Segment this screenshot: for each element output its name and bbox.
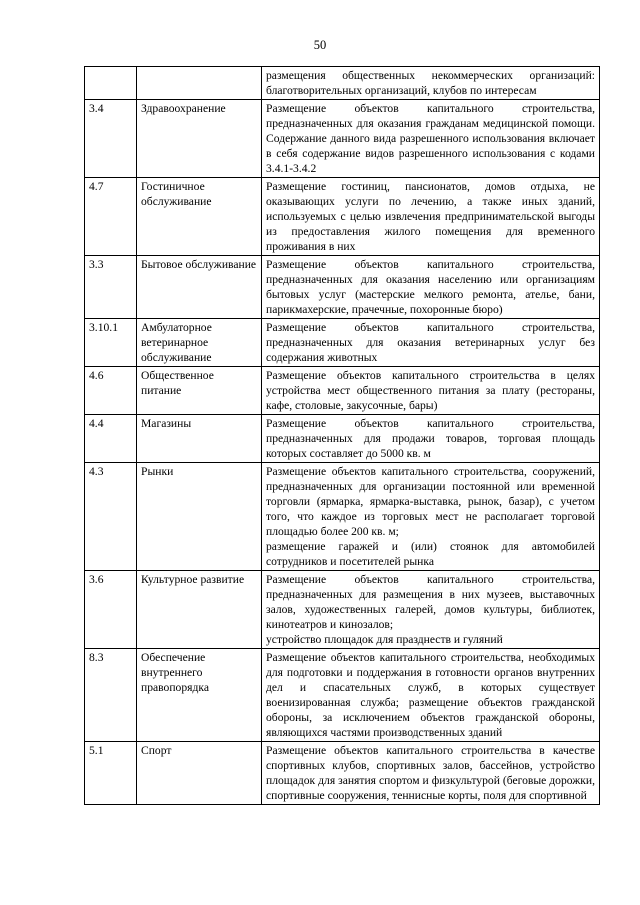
table-row <box>85 256 600 319</box>
table-row <box>85 463 600 571</box>
use-code-cell: 5.1 <box>85 742 137 805</box>
use-name-cell <box>137 67 262 100</box>
use-name-cell: Рынки <box>137 463 262 571</box>
use-code-cell: 3.3 <box>85 256 137 319</box>
use-description-cell <box>262 649 600 742</box>
use-name-cell: Магазины <box>137 415 262 463</box>
table-row <box>85 571 600 649</box>
use-description-cell <box>262 100 600 178</box>
description-paragraph: Размещение объектов капитального строительства, предназначенных для размещения в них музеев, выставочных залов, художественных галерей, домов культуры, библиотек, кинотеатров и кинозалов; <box>266 573 595 631</box>
use-description-cell <box>262 571 600 649</box>
land-use-table <box>84 66 600 805</box>
use-description-cell <box>262 742 600 805</box>
use-description-cell <box>262 463 600 571</box>
description-paragraph: Размещение объектов капитального строительства в качестве спортивных клубов, спортивных залов, бассейнов, устройство площадок для занятия спортом и физкультурой (беговые дорожки, спортивные сооружения, теннисные корты, поля для спортивной <box>266 744 595 802</box>
use-name-cell: Бытовое обслуживание <box>137 256 262 319</box>
use-description-cell <box>262 319 600 367</box>
description-paragraph: Размещение объектов капитального строительства, предназначенных для продажи товаров, торговая площадь которых составляет до 5000 кв. м <box>266 417 595 460</box>
description-paragraph: Размещение объектов капитального строительства, предназначенных для оказания ветеринарных услуг без содержания животных <box>266 321 595 364</box>
description-paragraph: размещение гаражей и (или) стоянок для автомобилей сотрудников и посетителей рынка <box>266 540 595 568</box>
description-paragraph: Размещение гостиниц, пансионатов, домов отдыха, не оказывающих услуги по лечению, а также иных зданий, используемых с целью извлечения предпринимательской выгоды из предоставления жилого помещения для временного проживания в них <box>266 180 595 253</box>
use-code-cell: 4.7 <box>85 178 137 256</box>
description-paragraph: устройство площадок для празднеств и гуляний <box>266 633 503 646</box>
use-name-cell: Спорт <box>137 742 262 805</box>
table-row <box>85 367 600 415</box>
use-name-cell: Амбулаторное ветеринарное обслуживание <box>137 319 262 367</box>
description-paragraph: Размещение объектов капитального строительства, предназначенных для оказания населению или организациям бытовых услуг (мастерские мелкого ремонта, ателье, бани, парикмахерские, прачечные, похоронные бюро) <box>266 258 595 316</box>
page-number: 50 <box>313 38 327 52</box>
table-row <box>85 178 600 256</box>
use-name-cell: Обеспечение внутреннего правопорядка <box>137 649 262 742</box>
table-body <box>85 67 600 805</box>
use-code-cell: 3.4 <box>85 100 137 178</box>
use-name-cell: Здравоохранение <box>137 100 262 178</box>
table-row <box>85 67 600 100</box>
description-paragraph: Размещение объектов капитального строительства в целях устройства мест общественного питания за плату (рестораны, кафе, столовые, закусочные, бары) <box>266 369 595 412</box>
table-row <box>85 100 600 178</box>
use-description-cell <box>262 415 600 463</box>
description-paragraph: Размещение объектов капитального строительства, необходимых для подготовки и поддержания в готовности органов внутренних дел и спасательных служб, в которых существует военизированная служба; размещение объектов гражданской обороны, за исключением объектов гражданской обороны, являющихся частями производственных зданий <box>266 651 595 739</box>
use-code-cell: 4.4 <box>85 415 137 463</box>
use-code-cell <box>85 67 137 100</box>
use-description-cell <box>262 367 600 415</box>
table-row <box>85 649 600 742</box>
table-row <box>85 319 600 367</box>
table-row <box>85 742 600 805</box>
description-paragraph: Размещение объектов капитального строительства, предназначенных для оказания гражданам медицинской помощи. Содержание данного вида разрешенного использования включает в себя содержание видов разрешенного использования с кодами 3.4.1-3.4.2 <box>266 102 595 175</box>
table-row <box>85 415 600 463</box>
description-paragraph: Размещение объектов капитального строительства, сооружений, предназначенных для организации постоянной или временной торговли (ярмарка, ярмарка-выставка, рынок, базар), с учетом того, что каждое из торговых мест не располагает торговой площадью более 200 кв. м; <box>266 465 595 538</box>
use-code-cell: 3.6 <box>85 571 137 649</box>
use-code-cell: 4.6 <box>85 367 137 415</box>
use-code-cell: 8.3 <box>85 649 137 742</box>
description-paragraph: размещения общественных некоммерческих организаций: благотворительных организаций, клубов по интересам <box>266 69 595 97</box>
use-description-cell <box>262 256 600 319</box>
use-name-cell: Гостиничное обслуживание <box>137 178 262 256</box>
use-name-cell: Общественное питание <box>137 367 262 415</box>
use-name-cell: Культурное развитие <box>137 571 262 649</box>
use-code-cell: 3.10.1 <box>85 319 137 367</box>
use-code-cell: 4.3 <box>85 463 137 571</box>
use-description-cell <box>262 67 600 100</box>
use-description-cell <box>262 178 600 256</box>
